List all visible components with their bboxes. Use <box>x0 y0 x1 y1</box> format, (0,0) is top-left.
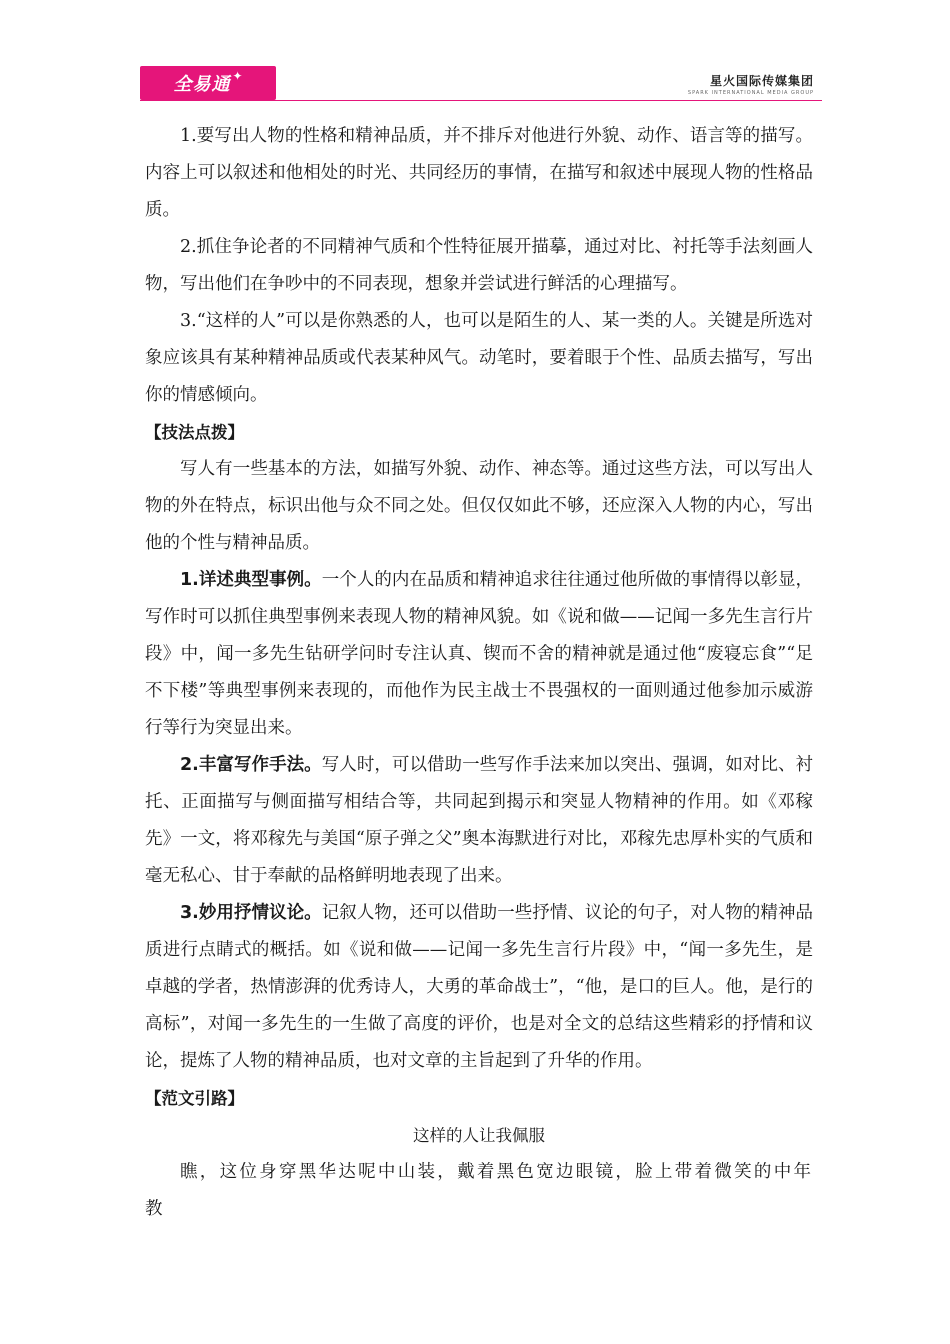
section-heading: 【范文引路】 <box>145 1089 244 1108</box>
method-item <box>145 895 813 1080</box>
essay-paragraph: 瞧，这位身穿黑华达呢中山装，戴着黑色宽边眼镜，脸上带着微笑的中年教 <box>145 1162 813 1219</box>
sparkle-icon: ✦ <box>232 69 243 83</box>
method-text: 写人时，可以借助一些写作手法来加以突出、强调，如对比、衬托、正面描写与侧面描写相结合等，共同起到揭示和突显人物精神的作用。如《邓稼先》一文，将邓稼先与美国“原子弹之父”奥本海默进行对比，邓稼先忠厚朴实的气质和毫无私心、甘于奉献的品格鲜明地表现了出来。 <box>145 755 814 886</box>
method-item <box>145 562 813 747</box>
paragraph: 写人有一些基本的方法，如描写外貌、动作、神态等。通过这些方法，可以写出人物的外在特点，标识出他与众不同之处。但仅仅如此不够，还应深入人物的内心，写出他的个性与精神品质。 <box>145 459 813 553</box>
section-heading: 【技法点拨】 <box>145 423 244 442</box>
method-title: 3.妙用抒情议论。 <box>180 903 322 923</box>
method-item <box>145 747 813 895</box>
paragraph: 3.“这样的人”可以是你熟悉的人，也可以是陌生的人、某一类的人。关键是所选对象应该具有某种精神品质或代表某种风气。动笔时，要着眼于个性、品质去描写，写出你的情感倾向。 <box>145 311 813 405</box>
method-title: 1.详述典型事例。 <box>180 570 322 590</box>
header-divider <box>140 100 822 101</box>
method-text: 一个人的内在品质和精神追求往往通过他所做的事情得以彰显，写作时可以抓住典型事例来表现人物的精神风貌。如《说和做——记闻一多先生言行片段》中，闻一多先生钻研学问时专注认真、锲而不舍的精神就是通过他“废寝忘食”“足不下楼”等典型事例来表现的，而他作为民主战士不畏强权的一面则通过他参加示威游行等行为突显出来。 <box>145 570 814 738</box>
publisher-name-en: SPARK INTERNATIONAL MEDIA GROUP <box>687 90 814 96</box>
paragraph: 2.抓住争论者的不同精神气质和个性特征展开描摹，通过对比、衬托等手法刻画人物，写出他们在争吵中的不同表现，想象并尝试进行鲜活的心理描写。 <box>145 237 813 294</box>
publisher-brand <box>688 72 814 96</box>
brand-logo <box>140 66 276 100</box>
publisher-name: 星火国际传媒集团 <box>709 74 814 88</box>
logo-text: 全易通 <box>173 74 231 95</box>
paragraph: 1.要写出人物的性格和精神品质，并不排斥对他进行外貌、动作、语言等的描写。内容上可以叙述和他相处的时光、共同经历的事情，在描写和叙述中展现人物的性格品质。 <box>145 126 813 220</box>
method-title: 2.丰富写作手法。 <box>180 755 322 775</box>
method-text: 记叙人物，还可以借助一些抒情、议论的句子，对人物的精神品质进行点睛式的概括。如《说和做——记闻一多先生言行片段》中，“闻一多先生，是卓越的学者，热情澎湃的优秀诗人，大勇的革命战士”，“他，是口的巨人。他，是行的高标”，对闻一多先生的一生做了高度的评价，也是对全文的总结这些精彩的抒情和议论，提炼了人物的精神品质，也对文章的主旨起到了升华的作用。 <box>145 903 814 1071</box>
essay-title: 这样的人让我佩服 <box>413 1126 545 1145</box>
page-body <box>145 118 813 1228</box>
page-header <box>140 66 822 102</box>
